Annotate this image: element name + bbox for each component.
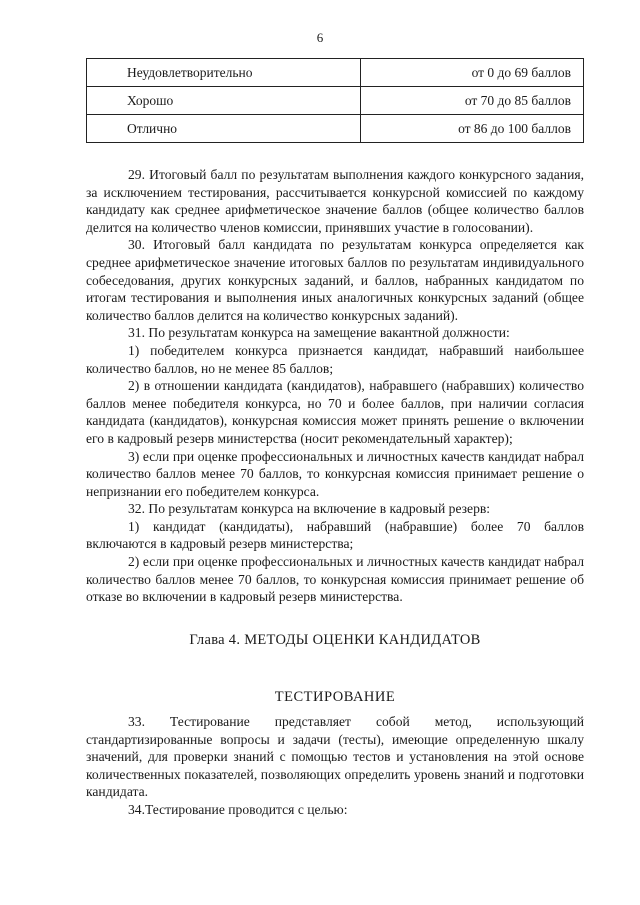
grade-range-cell: от 0 до 69 баллов — [361, 59, 584, 87]
section-heading: ТЕСТИРОВАНИЕ — [274, 689, 396, 706]
paragraph-31: 31. По результатам конкурса на замещение вакантной должности: — [128, 325, 510, 341]
paragraph-34: 34.Тестирование проводится с целью: — [128, 802, 348, 817]
paragraph-32: 32. По результатам конкурса на включение в кадровый резерв: — [128, 501, 491, 517]
table-row — [87, 115, 584, 143]
grade-name-cell: Хорошо — [87, 87, 361, 115]
paragraph-32-item-1: 1) кандидат (кандидаты), набравший (набравшие) более 70 баллов включаются в кадровый резерв министерства; — [86, 518, 584, 552]
paragraph-31-item-1: 1) победителем конкурса признается кандидат, набравший наибольшее количество баллов, но не менее 85 баллов; — [86, 342, 584, 376]
grade-range-cell: от 86 до 100 баллов — [361, 115, 584, 143]
paragraph-31-item-3: 3) если при оценке профессиональных и личностных качеств кандидат набрал количество баллов менее 70 баллов, то конкурсная комиссия принимает решение о непризнании его победителем конкурса. — [86, 448, 584, 499]
chapter-heading: Глава 4. МЕТОДЫ ОЦЕНКИ КАНДИДАТОВ — [189, 631, 481, 648]
grade-name-cell: Отлично — [87, 115, 361, 143]
paragraph-33: 33. Тестирование представляет собой метод, использующий стандартизированные вопросы и задачи (тесты), имеющие определенную шкалу значений, для проверки знаний с помощью тестов и установления на этой основе количественных показателей, позволяющих определить уровень знаний и подготовки кандидата. — [86, 714, 584, 800]
grade-range-cell: от 70 до 85 баллов — [361, 87, 584, 115]
paragraph-32-item-2: 2) если при оценке профессиональных и личностных качеств кандидат набрал количество баллов менее 70 баллов, то конкурсная комиссия принимает решение об отказе во включении в кадровый резерв министерства. — [86, 554, 584, 605]
paragraph-31-item-2: 2) в отношении кандидата (кандидатов), набравшего (набравших) количество баллов менее победителя конкурса, но 70 и более баллов, при наличии согласия кандидата (кандидатов), конкурсная комиссия может принять решение о включении его в кадровый резерв министерства (носит рекомендательный характер); — [86, 378, 584, 446]
paragraph-30: 30. Итоговый балл кандидата по результатам конкурса определяется как среднее арифметическое значение итоговых баллов по результатам индивидуального собеседования, других конкурсных заданий, и баллов, набранных кандидатом по итогам тестирования и выполнения иных аналогичных конкурсных заданий (общее количество баллов делится на количество конкурсных заданий). — [86, 237, 584, 323]
table-row — [87, 59, 584, 87]
grade-name-cell: Неудовлетворительно — [87, 59, 361, 87]
document-body — [86, 166, 584, 819]
grades-table — [86, 58, 584, 143]
table-row — [87, 87, 584, 115]
paragraph-29: 29. Итоговый балл по результатам выполнения каждого конкурсного задания, за исключением тестирования, рассчитывается конкурсной комиссией по каждому кандидату как среднее арифметическое значение баллов (общее количество баллов делится на количество членов комиссии, принявших участие в голосовании). — [86, 167, 584, 235]
page-number: 6 — [316, 30, 324, 45]
